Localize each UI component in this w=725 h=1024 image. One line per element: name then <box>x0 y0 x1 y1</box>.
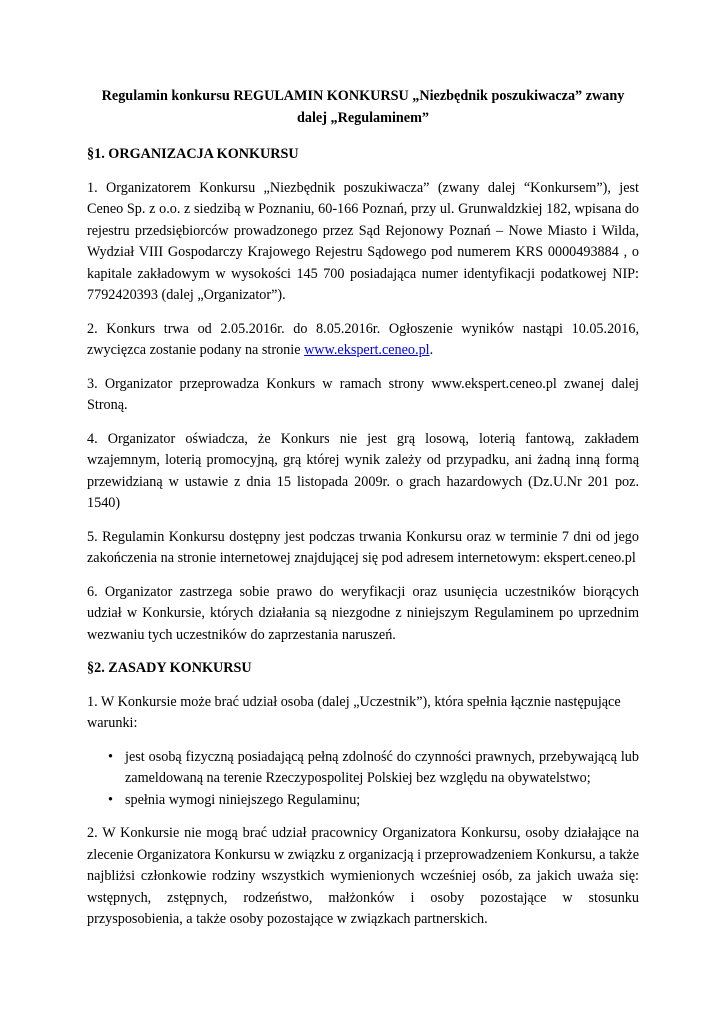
document-title: Regulamin konkursu REGULAMIN KONKURSU „Niezbędnik poszukiwacza” zwany dalej „Regulaminem” <box>101 88 625 126</box>
ekspert-ceneo-link[interactable]: www.ekspert.ceneo.pl <box>304 342 430 358</box>
paragraph-2-text: 2. Konkurs trwa od 2.05.2016r. do 8.05.2016r. Ogłoszenie wyników nastąpi 10.05.2016, zwycięzca zostanie podany na stronie <box>87 320 639 358</box>
conditions-list <box>87 747 639 812</box>
section-2-paragraph-1: 1. W Konkursie może brać udział osoba (dalej „Uczestnik”), która spełnia łącznie następujące warunki: <box>87 693 621 731</box>
section-1-paragraph-5: 5. Regulamin Konkursu dostępny jest podczas trwania Konkursu oraz w terminie 7 dni od jego zakończenia na stronie internetowej znajdującej się pod adresem internetowym: ekspert.ceneo.pl <box>87 528 639 566</box>
section-1-paragraph-3: 3. Organizator przeprowadza Konkurs w ramach strony www.ekspert.ceneo.pl zwanej dalej Stroną. <box>87 375 639 413</box>
document-page <box>87 86 639 943</box>
section-1-paragraph-6: 6. Organizator zastrzega sobie prawo do weryfikacji oraz usunięcia uczestników biorących udział w Konkursie, których działania są niezgodne z niniejszym Regulaminem po uprzednim wezwaniu tych uczestników do zaprzestania naruszeń. <box>87 583 639 643</box>
list-item-text: spełnia wymogi niniejszego Regulaminu; <box>125 791 361 808</box>
section-2-heading: §2. ZASADY KONKURSU <box>87 660 252 676</box>
section-1-paragraph-1: 1. Organizatorem Konkursu „Niezbędnik poszukiwacza” (zwany dalej “Konkursem”), jest Ceneo Sp. z o.o. z siedzibą w Poznaniu, 60-166 Poznań, przy ul. Grunwaldzkiej 182, wpisana do rejestru przedsiębiorców prowadzonego przez Sąd Rejonowy Poznań – Nowe Miasto i Wilda, Wydział VIII Gospodarczy Krajowego Rejestru Sądowego pod numerem KRS 0000493884 , o kapitale zakładowym w wysokości 145 700 posiadająca numer identyfikacji podatkowej NIP: 7792420393 (dalej „Organizator”). <box>87 179 639 303</box>
paragraph-2-end: . <box>429 342 434 358</box>
list-item <box>87 790 639 812</box>
section-1-paragraph-4: 4. Organizator oświadcza, że Konkurs nie jest grą losową, loterią fantową, zakładem wzajemnym, loterią promocyjną, grą której wynik zależy od przypadku, ani żadną inną formą przewidzianą w ustawie z dnia 15 listopada 2009r. o grach hazardowych (Dz.U.Nr 201 poz. 1540) <box>87 430 639 511</box>
section-2-paragraph-2: 2. W Konkursie nie mogą brać udział pracownicy Organizatora Konkursu, osoby działające na zlecenie Organizatora Konkursu w związku z organizacją i przeprowadzeniem Konkursu, a także najbliżsi członkowie rodziny wszystkich wymienionych wcześniej osób, za jakich uważa się: wstępnych, zstępnych, rodzeństwo, małżonków i osoby pozostające w stosunku przysposobienia, a także osoby pozostające w związkach partnerskich. <box>87 825 639 927</box>
list-item-text: jest osobą fizyczną posiadającą pełną zdolność do czynności prawnych, przebywającą lub zameldowaną na terenie Rzeczypospolitej Polskiej bez względu na obywatelstwo; <box>125 748 639 786</box>
bullet-icon: • <box>108 791 113 808</box>
list-item <box>87 747 639 790</box>
section-1-heading: §1. ORGANIZACJA KONKURSU <box>87 146 299 162</box>
bullet-icon: • <box>108 748 113 765</box>
section-1-paragraph-2 <box>87 319 639 362</box>
